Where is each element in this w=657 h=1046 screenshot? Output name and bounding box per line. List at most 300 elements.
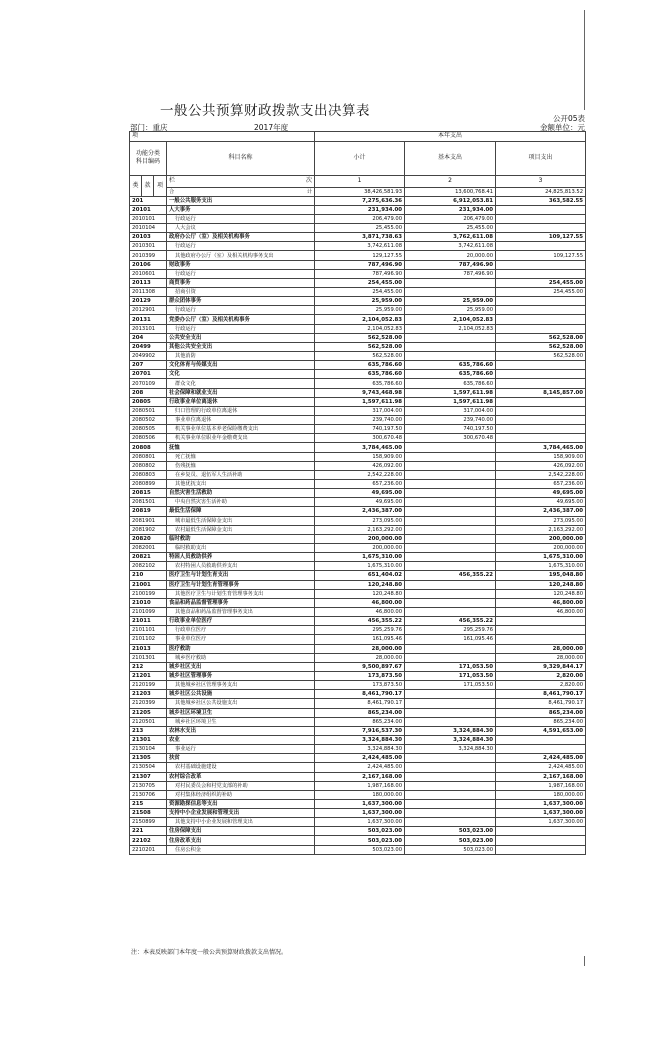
row-code: 212: [130, 662, 167, 671]
table-row: [130, 214, 586, 223]
row-project: [496, 361, 586, 370]
row-project: [496, 434, 586, 443]
row-basic: [405, 553, 496, 562]
row-subtotal: 28,000.00: [315, 644, 405, 653]
row-name: 其他公共安全支出: [167, 342, 315, 351]
row-name: 事业单位医疗: [167, 635, 315, 644]
row-name: 支持中小企业发展和管理支出: [167, 809, 315, 818]
row-basic: [405, 772, 496, 781]
row-code: 20808: [130, 443, 167, 452]
total-subtotal: 38,426,581.93: [315, 187, 405, 196]
table-row: [130, 790, 586, 799]
row-project: 9,329,844.17: [496, 662, 586, 671]
row-project: 1,637,300.00: [496, 799, 586, 808]
total-label: [167, 187, 315, 196]
row-name: 事业单位离退休: [167, 416, 315, 425]
table-row: [130, 406, 586, 415]
table-row: [130, 580, 586, 589]
row-code: 207: [130, 361, 167, 370]
row-project: [496, 845, 586, 854]
row-code: 21013: [130, 644, 167, 653]
row-name: 其他医疗卫生与计划生育管理事务支出: [167, 589, 315, 598]
table-row: [130, 278, 586, 287]
row-name: 中央自然灾害生活补助: [167, 498, 315, 507]
row-subtotal: 3,324,884.30: [315, 735, 405, 744]
row-code: 21203: [130, 690, 167, 699]
row-subtotal: 200,000.00: [315, 543, 405, 552]
row-subtotal: 740,197.50: [315, 425, 405, 434]
row-code: 2080899: [130, 480, 167, 489]
row-project: 8,461,790.17: [496, 699, 586, 708]
col-index-3: 3: [496, 175, 586, 187]
row-subtotal: 503,023.00: [315, 845, 405, 854]
row-subtotal: 231,934.00: [315, 205, 405, 214]
form-number: 公开05表: [552, 114, 585, 123]
row-subtotal: 426,092.00: [315, 461, 405, 470]
row-code: 2049902: [130, 352, 167, 361]
row-project: 28,000.00: [496, 653, 586, 662]
row-project: 2,820.00: [496, 671, 586, 680]
row-code: 213: [130, 726, 167, 735]
row-subtotal: 635,786.60: [315, 361, 405, 370]
table-row: [130, 562, 586, 571]
row-code: 2130104: [130, 745, 167, 754]
row-code: 210: [130, 571, 167, 580]
row-code: 2101101: [130, 626, 167, 635]
row-code: 2080506: [130, 434, 167, 443]
row-subtotal: 173,873.50: [315, 681, 405, 690]
row-code: 2080801: [130, 452, 167, 461]
row-subtotal: 200,000.00: [315, 534, 405, 543]
row-basic: 456,355.22: [405, 571, 496, 580]
table-row: [130, 607, 586, 616]
row-name: 农业: [167, 735, 315, 744]
row-basic: 161,095.46: [405, 635, 496, 644]
row-name: 城乡社区公共设施: [167, 690, 315, 699]
table-row: [130, 342, 586, 351]
row-basic: 25,455.00: [405, 224, 496, 233]
row-name: 对村集体经济组织的补助: [167, 790, 315, 799]
row-name: 招商引资: [167, 288, 315, 297]
row-code: 2070109: [130, 379, 167, 388]
row-subtotal: 1,597,611.98: [315, 397, 405, 406]
row-basic: [405, 699, 496, 708]
row-subtotal: 254,455.00: [315, 278, 405, 287]
row-code: 2080501: [130, 406, 167, 415]
row-name: 群众团体事务: [167, 297, 315, 306]
page-edge-line: [584, 10, 585, 110]
table-row: [130, 717, 586, 726]
row-basic: [405, 598, 496, 607]
row-name: 其他城乡社区公共设施支出: [167, 699, 315, 708]
department-label: 部门：重庆: [130, 123, 168, 132]
table-row: [130, 251, 586, 260]
table-row: [130, 671, 586, 680]
row-subtotal: 161,095.46: [315, 635, 405, 644]
row-basic: [405, 507, 496, 516]
row-project: 2,436,387.00: [496, 507, 586, 516]
row-name: 行政事业单位医疗: [167, 617, 315, 626]
row-subtotal: 46,800.00: [315, 607, 405, 616]
table-row: [130, 507, 586, 516]
row-code: 2011308: [130, 288, 167, 297]
table-row: [130, 379, 586, 388]
row-code: 2081901: [130, 516, 167, 525]
row-name: 在乡复员、退伍军人生活补助: [167, 470, 315, 479]
row-basic: 300,670.48: [405, 434, 496, 443]
row-name: 农村综合改革: [167, 772, 315, 781]
row-code: 2082001: [130, 543, 167, 552]
table-row: [130, 726, 586, 735]
table-row: [130, 498, 586, 507]
table-row: [130, 534, 586, 543]
row-code: 2130504: [130, 763, 167, 772]
row-project: 46,800.00: [496, 598, 586, 607]
table-row: [130, 489, 586, 498]
table-row: [130, 416, 586, 425]
total-he: 合: [169, 188, 175, 195]
row-project: 657,236.00: [496, 480, 586, 489]
row-subtotal: 503,023.00: [315, 836, 405, 845]
row-name: 文化: [167, 370, 315, 379]
row-basic: 20,000.00: [405, 251, 496, 260]
row-subtotal: 3,871,738.63: [315, 233, 405, 242]
header-xiang2: 项: [154, 175, 167, 196]
table-row: [130, 242, 586, 251]
table-row: [130, 845, 586, 854]
row-subtotal: 300,670.48: [315, 434, 405, 443]
row-code: 22102: [130, 836, 167, 845]
row-code: 2010399: [130, 251, 167, 260]
fiscal-year: 2017年度: [254, 123, 289, 132]
row-name: 党委办公厅（室）及相关机构事务: [167, 315, 315, 324]
header-current-year: 本年支出: [315, 132, 586, 142]
row-subtotal: 562,528.00: [315, 352, 405, 361]
row-basic: [405, 352, 496, 361]
row-subtotal: 25,455.00: [315, 224, 405, 233]
row-code: 21001: [130, 580, 167, 589]
header-lei: 类: [130, 175, 142, 196]
row-project: 158,909.00: [496, 452, 586, 461]
row-project: [496, 379, 586, 388]
row-basic: 787,496.90: [405, 269, 496, 278]
row-name: 医疗救助: [167, 644, 315, 653]
row-basic: 456,355.22: [405, 617, 496, 626]
header-lan-ci: [167, 175, 315, 187]
row-name: 政府办公厅（室）及相关机构事务: [167, 233, 315, 242]
row-project: 109,127.55: [496, 251, 586, 260]
row-project: 2,163,292.00: [496, 525, 586, 534]
table-row: [130, 388, 586, 397]
row-name: 行政单位医疗: [167, 626, 315, 635]
row-basic: [405, 653, 496, 662]
table-row: [130, 543, 586, 552]
row-project: [496, 260, 586, 269]
row-basic: [405, 644, 496, 653]
row-name: 城乡社区支出: [167, 662, 315, 671]
row-name: 财政事务: [167, 260, 315, 269]
table-row: [130, 598, 586, 607]
row-project: [496, 827, 586, 836]
row-project: 1,675,310.00: [496, 553, 586, 562]
table-row: [130, 434, 586, 443]
row-code: 20106: [130, 260, 167, 269]
row-subtotal: 787,496.90: [315, 260, 405, 269]
header-subtotal: 小计: [315, 141, 405, 175]
row-name: 死亡抚恤: [167, 452, 315, 461]
table-row: [130, 690, 586, 699]
row-basic: [405, 480, 496, 489]
row-name: 行政事业单位离退休: [167, 397, 315, 406]
col-index-1: 1: [315, 175, 405, 187]
row-subtotal: 635,786.60: [315, 379, 405, 388]
row-subtotal: 865,234.00: [315, 708, 405, 717]
row-basic: 3,324,884.30: [405, 735, 496, 744]
row-project: 49,695.00: [496, 489, 586, 498]
row-subtotal: 865,234.00: [315, 717, 405, 726]
row-project: [496, 306, 586, 315]
row-basic: 635,786.60: [405, 370, 496, 379]
row-basic: 1,597,611.98: [405, 388, 496, 397]
row-name: 农村特困人员救助供养支出: [167, 562, 315, 571]
row-basic: [405, 809, 496, 818]
row-subtotal: 46,800.00: [315, 598, 405, 607]
table-row: [130, 763, 586, 772]
row-code: 20113: [130, 278, 167, 287]
row-code: 21307: [130, 772, 167, 781]
row-code: 204: [130, 333, 167, 342]
row-project: 273,095.00: [496, 516, 586, 525]
row-name: 自然灾害生活救助: [167, 489, 315, 498]
row-subtotal: 7,916,537.30: [315, 726, 405, 735]
row-name: 城乡医疗救助: [167, 653, 315, 662]
row-code: 2080802: [130, 461, 167, 470]
row-project: 2,424,485.00: [496, 754, 586, 763]
header-name: 科目名称: [167, 141, 315, 175]
row-project: [496, 242, 586, 251]
row-subtotal: 7,275,636.36: [315, 196, 405, 205]
row-subtotal: 2,424,485.00: [315, 754, 405, 763]
row-code: 2120199: [130, 681, 167, 690]
row-name: 城乡社区管理事务: [167, 671, 315, 680]
page-title: 一般公共预算财政拨款支出决算表: [160, 103, 370, 119]
row-basic: 206,479.00: [405, 214, 496, 223]
row-name: 社会保障和就业支出: [167, 388, 315, 397]
row-code: 2101301: [130, 653, 167, 662]
row-basic: [405, 708, 496, 717]
table-row: [130, 370, 586, 379]
row-code: 20820: [130, 534, 167, 543]
row-project: [496, 416, 586, 425]
row-basic: [405, 333, 496, 342]
row-code: 215: [130, 799, 167, 808]
header-row-2: [130, 141, 586, 175]
row-project: [496, 836, 586, 845]
row-subtotal: 2,542,228.00: [315, 470, 405, 479]
row-subtotal: 1,637,300.00: [315, 809, 405, 818]
row-basic: 25,959.00: [405, 306, 496, 315]
row-project: 109,127.55: [496, 233, 586, 242]
row-project: [496, 635, 586, 644]
row-basic: 3,324,884.30: [405, 726, 496, 735]
row-project: 28,000.00: [496, 644, 586, 653]
row-code: 21305: [130, 754, 167, 763]
table-note: 注：本表反映部门本年度一般公共预算财政拨款支出情况。: [131, 949, 288, 956]
table-row: [130, 745, 586, 754]
row-code: 20103: [130, 233, 167, 242]
amount-unit: 金额单位：元: [540, 123, 585, 132]
row-basic: [405, 580, 496, 589]
total-ji: 计: [306, 188, 313, 195]
table-row: [130, 352, 586, 361]
header-basic: 基本支出: [405, 141, 496, 175]
row-subtotal: 1,987,168.00: [315, 781, 405, 790]
row-project: [496, 735, 586, 744]
row-subtotal: 49,695.00: [315, 489, 405, 498]
row-basic: 25,959.00: [405, 297, 496, 306]
row-subtotal: 1,637,300.00: [315, 818, 405, 827]
row-project: 254,455.00: [496, 288, 586, 297]
row-code: 2010104: [130, 224, 167, 233]
row-name: 伤残抚恤: [167, 461, 315, 470]
row-name: 公共安全支出: [167, 333, 315, 342]
row-subtotal: 9,500,897.67: [315, 662, 405, 671]
row-subtotal: 129,127.55: [315, 251, 405, 260]
row-basic: [405, 543, 496, 552]
row-subtotal: 2,163,292.00: [315, 525, 405, 534]
row-name: 抚恤: [167, 443, 315, 452]
row-basic: 239,740.00: [405, 416, 496, 425]
row-name: 城乡社区环境卫生: [167, 708, 315, 717]
row-subtotal: 657,236.00: [315, 480, 405, 489]
row-code: 2150899: [130, 818, 167, 827]
row-basic: [405, 452, 496, 461]
row-project: [496, 297, 586, 306]
row-code: 20129: [130, 297, 167, 306]
table-row: [130, 397, 586, 406]
row-project: [496, 626, 586, 635]
row-code: 2081501: [130, 498, 167, 507]
row-subtotal: 28,000.00: [315, 653, 405, 662]
row-code: 20815: [130, 489, 167, 498]
table-row: [130, 470, 586, 479]
row-basic: [405, 717, 496, 726]
row-basic: [405, 818, 496, 827]
row-name: 扶贫: [167, 754, 315, 763]
table-row: [130, 315, 586, 324]
row-basic: 635,786.60: [405, 379, 496, 388]
row-subtotal: 1,675,310.00: [315, 562, 405, 571]
table-row: [130, 516, 586, 525]
row-name: 其他食品和药品监督管理事务支出: [167, 607, 315, 616]
row-basic: [405, 443, 496, 452]
table-row: [130, 553, 586, 562]
row-basic: [405, 781, 496, 790]
row-name: 住房改革支出: [167, 836, 315, 845]
row-basic: 787,496.90: [405, 260, 496, 269]
row-name: 人大事务: [167, 205, 315, 214]
row-subtotal: 254,455.00: [315, 288, 405, 297]
row-project: [496, 205, 586, 214]
row-project: [496, 406, 586, 415]
row-subtotal: 120,248.80: [315, 589, 405, 598]
table-row: [130, 361, 586, 370]
table-row: [130, 644, 586, 653]
row-code: 2080505: [130, 425, 167, 434]
row-name: 对村民委员会和村党支部的补助: [167, 781, 315, 790]
row-code: 20805: [130, 397, 167, 406]
table-row: [130, 662, 586, 671]
table-row: [130, 324, 586, 333]
row-project: 2,167,168.00: [496, 772, 586, 781]
row-code: 2100199: [130, 589, 167, 598]
row-subtotal: 635,786.60: [315, 370, 405, 379]
row-name: 群众文化: [167, 379, 315, 388]
row-subtotal: 273,095.00: [315, 516, 405, 525]
table-row: [130, 233, 586, 242]
row-basic: [405, 461, 496, 470]
row-basic: 3,762,611.08: [405, 233, 496, 242]
row-name: 行政运行: [167, 269, 315, 278]
row-name: 商贸事务: [167, 278, 315, 287]
row-name: 行政运行: [167, 242, 315, 251]
row-subtotal: 1,675,310.00: [315, 553, 405, 562]
row-code: 2010101: [130, 214, 167, 223]
row-code: 2130706: [130, 790, 167, 799]
total-row: [130, 187, 586, 196]
table-row: [130, 452, 586, 461]
row-subtotal: 2,436,387.00: [315, 507, 405, 516]
row-basic: [405, 278, 496, 287]
row-project: [496, 745, 586, 754]
row-basic: [405, 562, 496, 571]
row-name: 机关事业单位基本养老保险缴费支出: [167, 425, 315, 434]
row-code: 21301: [130, 735, 167, 744]
row-subtotal: 295,259.76: [315, 626, 405, 635]
table-row: [130, 781, 586, 790]
row-code: 21508: [130, 809, 167, 818]
row-subtotal: 9,743,468.98: [315, 388, 405, 397]
row-name: 城市最低生活保障金支出: [167, 516, 315, 525]
row-project: 195,048.80: [496, 571, 586, 580]
table-row: [130, 754, 586, 763]
row-project: 3,784,465.00: [496, 443, 586, 452]
row-code: 2010301: [130, 242, 167, 251]
row-name: 行政运行: [167, 324, 315, 333]
row-project: 8,145,857.00: [496, 388, 586, 397]
row-project: 562,528.00: [496, 352, 586, 361]
table-row: [130, 653, 586, 662]
row-subtotal: 3,742,611.08: [315, 242, 405, 251]
row-subtotal: 158,909.00: [315, 452, 405, 461]
total-basic: 13,600,768.41: [405, 187, 496, 196]
row-basic: [405, 790, 496, 799]
row-name: 文化体育与传媒支出: [167, 361, 315, 370]
row-code: 2120501: [130, 717, 167, 726]
row-basic: [405, 690, 496, 699]
row-code: 2082102: [130, 562, 167, 571]
row-code: 2080502: [130, 416, 167, 425]
row-project: 865,234.00: [496, 717, 586, 726]
row-code: 20131: [130, 315, 167, 324]
row-project: [496, 397, 586, 406]
row-basic: 503,023.00: [405, 836, 496, 845]
table-row: [130, 626, 586, 635]
row-subtotal: 25,959.00: [315, 297, 405, 306]
row-project: 1,637,300.00: [496, 809, 586, 818]
row-name: 人大会议: [167, 224, 315, 233]
row-project: [496, 324, 586, 333]
